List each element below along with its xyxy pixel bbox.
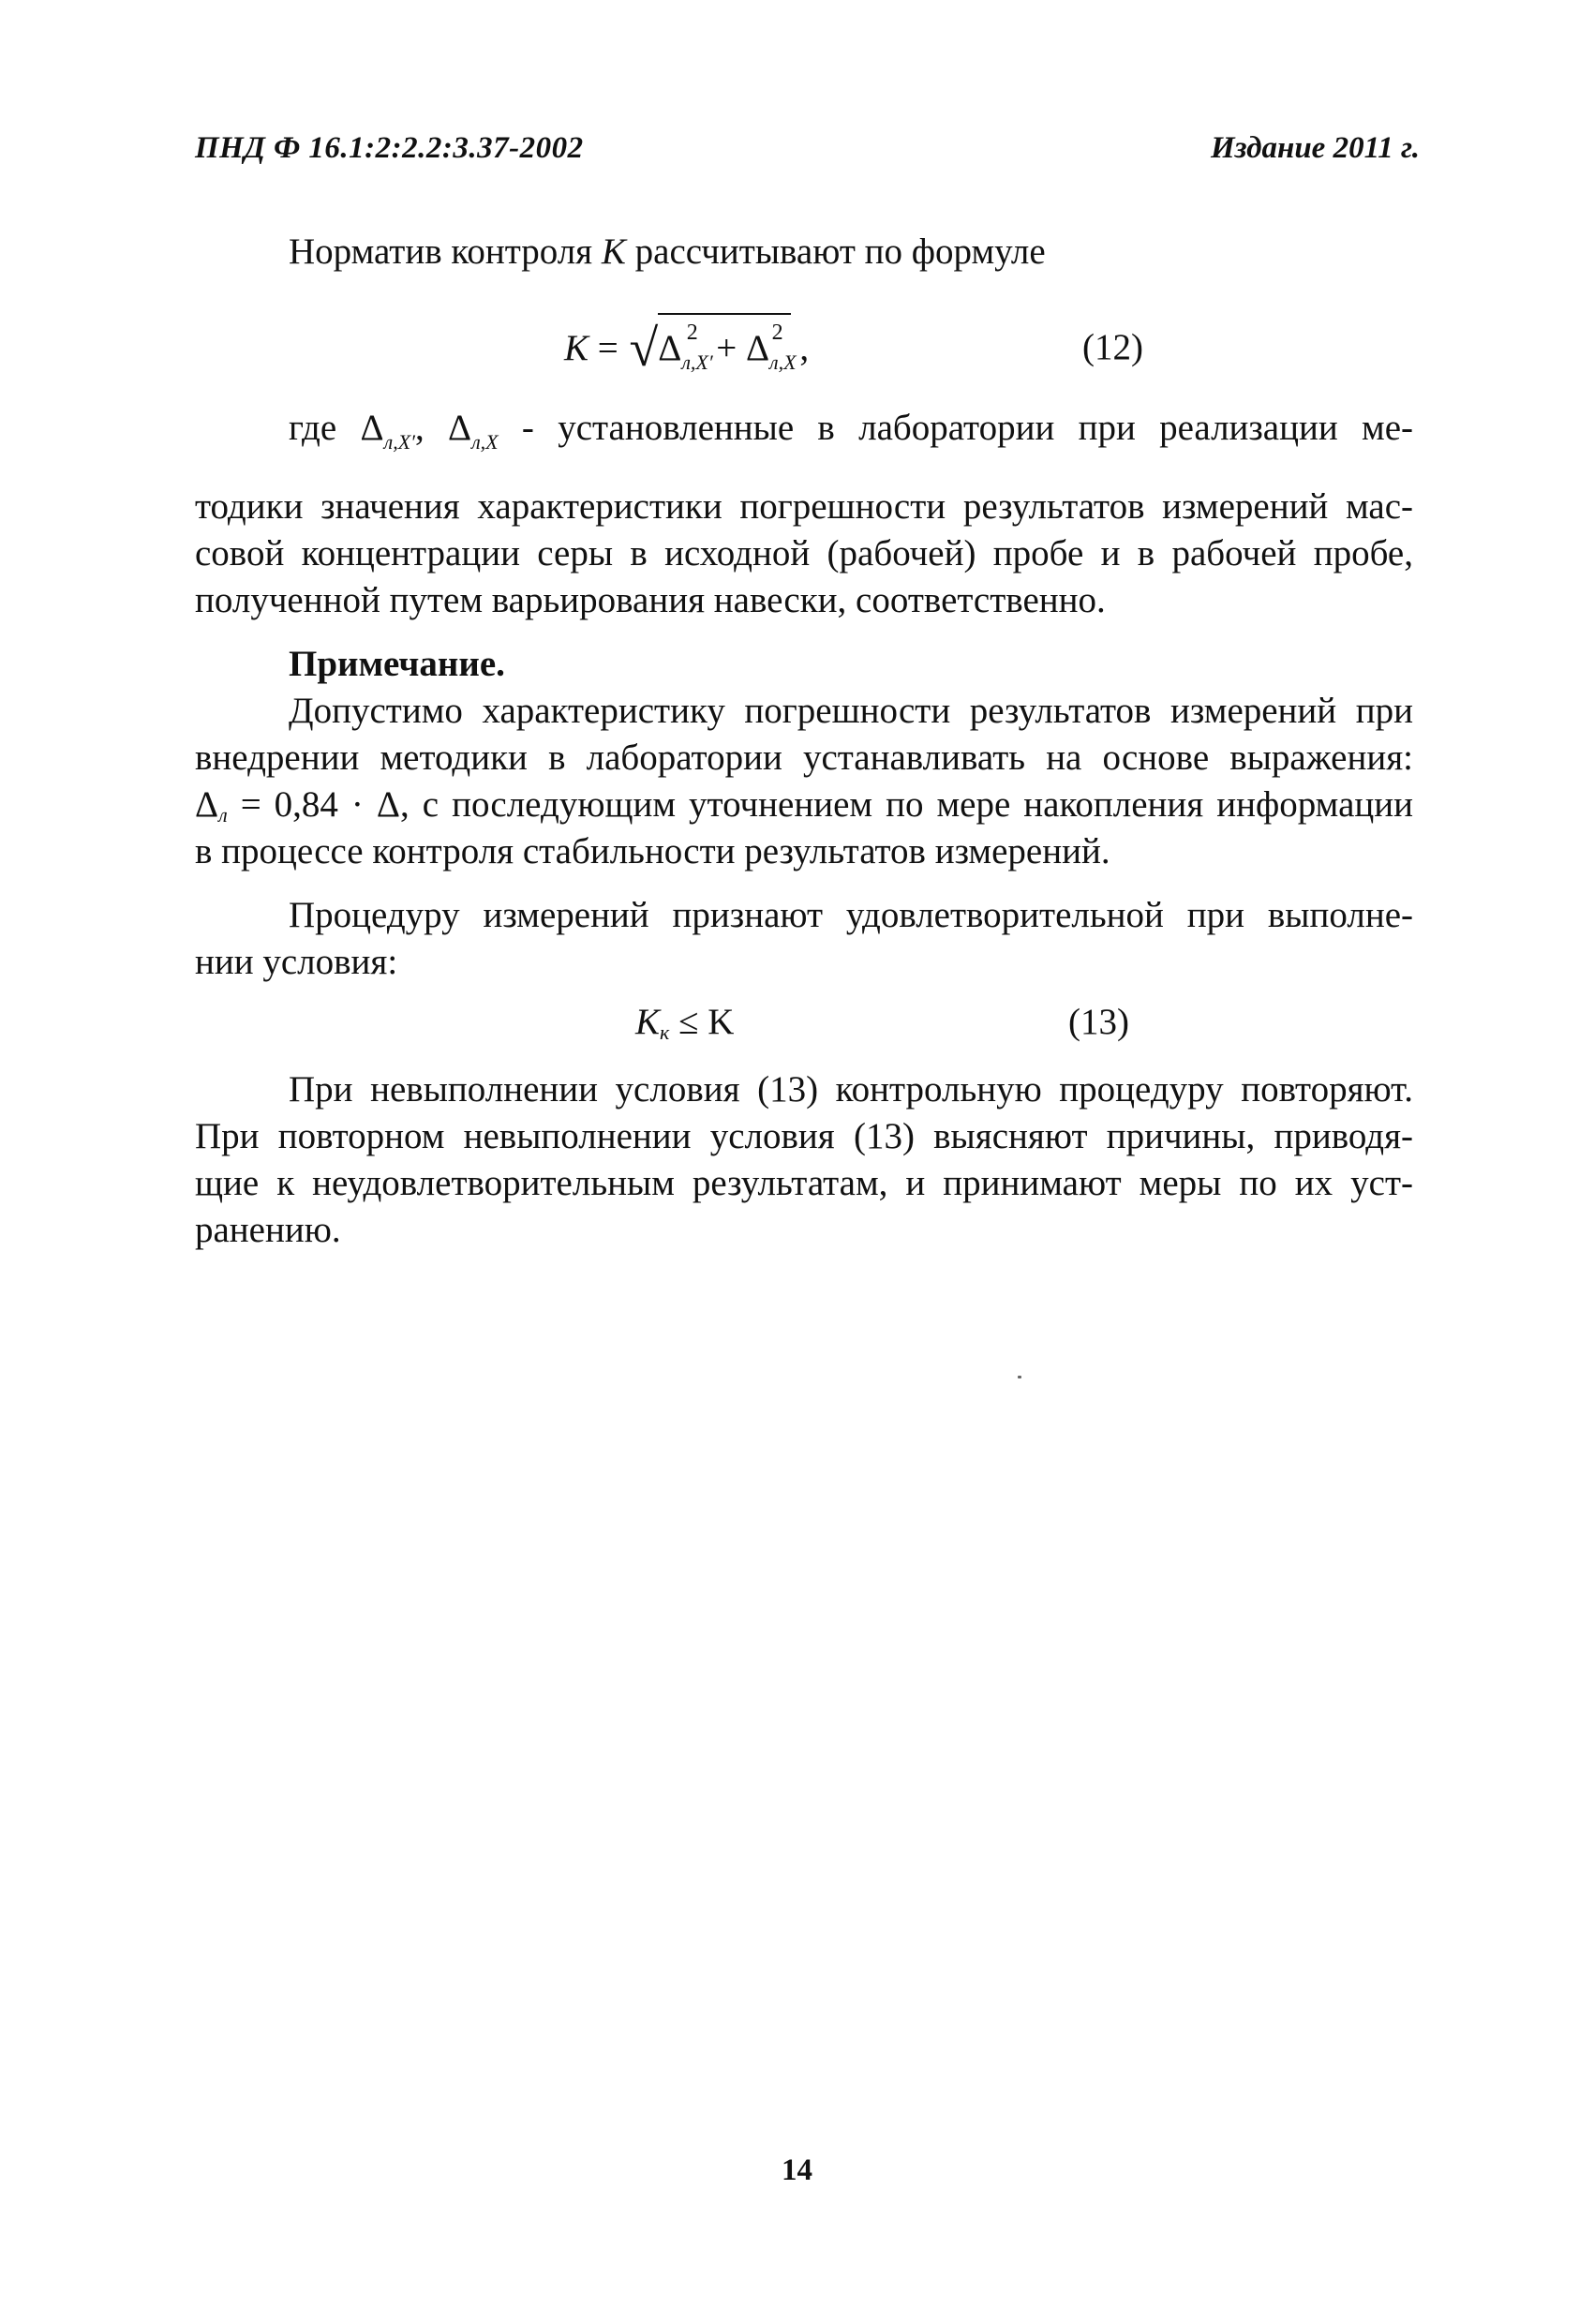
where-sep: , [414,408,425,448]
note-line-4: в процессе контроля стабильности результатов измерений. [195,831,1110,872]
where-line [289,407,1413,454]
formula-12-plus: + [716,328,737,368]
term2-sub: л,X [769,350,797,374]
where-word: где [289,408,337,448]
formula-13-rhs: K [708,1002,735,1042]
paragraph-1-line-3: полученной путем варьирования навески, соответственно. [195,580,1106,620]
edition-label: Издание 2011 г. [1211,131,1420,165]
term1-sub: л,X′ [681,350,713,374]
equation-number-13: (13) [1068,1002,1129,1042]
where-sym1: $\Delta_{л,X'}$ [360,408,415,454]
note-line-3 [195,783,1413,827]
note-delta: $\Delta_л$ [195,784,228,827]
where-rest: - установленные в лаборатории при реализации ме- [498,408,1414,448]
sqrt-radicand [658,313,797,375]
formula-12-lhs: K [564,328,589,368]
paragraph-1-line-1: тодики значения характеристики погрешности результатов измерений мас- [195,486,1413,527]
note-line-3-rest: = 0,84 · Δ, с последующим уточнением по мере накопления информации [227,784,1413,825]
paragraph-3-line-2: При повторном невыполнении условия (13) выясняют причины, приводя- [195,1116,1413,1156]
intro-line [289,231,1046,275]
term1-sup: 2 [686,320,698,345]
paragraph-3-line-3: щие к неудовлетворительным результатам, и принимают меры по их уст- [195,1163,1413,1203]
intro-var: K [601,231,626,272]
formula-12-eq: = [597,328,618,368]
formula-12 [564,313,809,379]
intro-before: Норматив контроля [289,231,602,272]
intro-after: рассчитывают по формуле [625,231,1046,272]
formula-13 [635,1001,734,1045]
paragraph-2-line-1: Процедуру измерений признают удовлетворительной при выполне- [289,895,1413,935]
formula-12-comma: , [799,328,810,368]
document-code: ПНД Ф 16.1:2:2.2:3.37-2002 [195,131,584,165]
paragraph-1-line-2: совой концентрации серы в исходной (рабочей) пробе и в рабочей пробе, [195,533,1413,574]
where-sym2: $\Delta_{л,X}$ [448,408,499,454]
equation-number-12: (12) [1082,327,1143,367]
note-title: Примечание. [289,644,505,684]
paragraph-2-line-2: нии условия: [195,942,398,982]
page-number: 14 [782,2153,812,2187]
formula-13-lhs: K [635,1002,661,1042]
term2-base: Δ [745,328,770,368]
formula-13-op: ≤ [678,1002,699,1042]
formula-13-lhs-sub: к [660,1020,670,1044]
term2-sup: 2 [771,320,783,345]
term1-base: Δ [658,328,682,368]
sqrt-icon: √ [629,320,659,378]
note-line-2: внедрении методики в лаборатории устанавливать на основе выражения: [195,737,1413,778]
scan-speck [1018,1376,1021,1378]
paragraph-3-line-4: ранению. [195,1210,341,1250]
paragraph-3-line-1: При невыполнении условия (13) контрольную процедуру повторяют. [289,1069,1413,1110]
note-line-1: Допустимо характеристику погрешности результатов измерений при [289,691,1413,731]
